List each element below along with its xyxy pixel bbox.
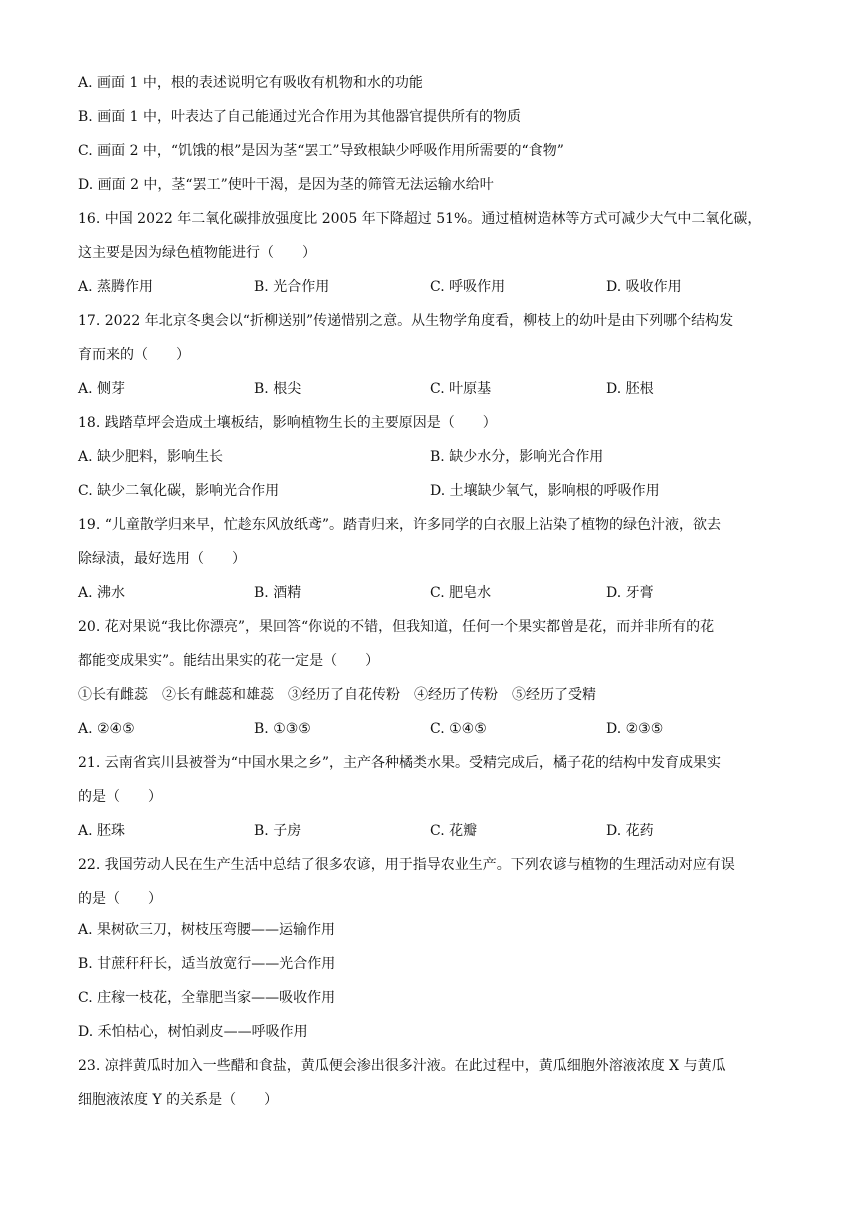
q19-option-b: B. 酒精 bbox=[254, 585, 302, 601]
q20-stem-line1: 20. 花对果说“我比你漂亮”，果回答“你说的不错，但我知道，任何一个果实都曾是花，而并非所有的花 bbox=[78, 619, 715, 635]
q18-option-d: D. 土壤缺少氧气，影响根的呼吸作用 bbox=[430, 483, 660, 499]
q16-stem-line1: 16. 中国 2022 年二氧化碳排放强度比 2005 年下降超过 51%。通过植树造林等方式可减少大气中二氧化碳， bbox=[78, 211, 762, 227]
q17-stem-line1: 17. 2022 年北京冬奥会以“折柳送别”传递惜别之意。从生物学角度看，柳枝上的幼叶是由下列哪个结构发 bbox=[78, 313, 734, 329]
q15-option-d: D. 画面 2 中，茎“罢工”使叶干渴，是因为茎的筛管无法运输水给叶 bbox=[78, 177, 494, 193]
q19-option-a: A. 沸水 bbox=[78, 585, 126, 601]
q21-stem-line2: 的是（ ） bbox=[78, 789, 162, 805]
q20-option-b: B. ①③⑤ bbox=[254, 721, 311, 737]
q17-stem-line2: 育而来的（ ） bbox=[78, 347, 190, 363]
q19-option-c: C. 肥皂水 bbox=[430, 585, 492, 601]
q22-option-a: A. 果树砍三刀，树枝压弯腰——运输作用 bbox=[78, 922, 336, 938]
q19-stem-line2: 除绿渍，最好选用（ ） bbox=[78, 551, 246, 567]
q17-option-c: C. 叶原基 bbox=[430, 381, 492, 397]
q22-stem-line1: 22. 我国劳动人民在生产生活中总结了很多农谚，用于指导农业生产。下列农谚与植物的生理活动对应有误 bbox=[78, 857, 735, 873]
q20-option-d: D. ②③⑤ bbox=[606, 721, 664, 737]
q19-stem-line1: 19. “儿童散学归来早，忙趁东风放纸鸢”。踏青归来，许多同学的白衣服上沾染了植物的绿色汁液，欲去 bbox=[78, 517, 722, 533]
q20-option-a: A. ②④⑤ bbox=[78, 721, 135, 737]
q22-option-d: D. 禾怕枯心，树怕剥皮——呼吸作用 bbox=[78, 1024, 308, 1040]
q20-stem-line2: 都能变成果实”。能结出果实的花一定是（ ） bbox=[78, 653, 380, 669]
q18-option-c: C. 缺少二氧化碳，影响光合作用 bbox=[78, 483, 280, 499]
q18-option-b: B. 缺少水分，影响光合作用 bbox=[430, 449, 604, 465]
q22-option-c: C. 庄稼一枝花，全靠肥当家——吸收作用 bbox=[78, 990, 336, 1006]
q15-option-b: B. 画面 1 中，叶表达了自己能通过光合作用为其他器官提供所有的物质 bbox=[78, 109, 521, 125]
q19-option-d: D. 牙膏 bbox=[606, 585, 654, 601]
q23-stem-line1: 23. 凉拌黄瓜时加入一些醋和食盐，黄瓜便会渗出很多汁液。在此过程中，黄瓜细胞外溶液浓度 X 与黄瓜 bbox=[78, 1058, 726, 1074]
q16-option-c: C. 呼吸作用 bbox=[430, 279, 506, 295]
q15-option-c: C. 画面 2 中，“饥饿的根”是因为茎“罢工”导致根缺少呼吸作用所需要的“食物” bbox=[78, 143, 564, 159]
q20-option-c: C. ①④⑤ bbox=[430, 721, 487, 737]
q16-option-d: D. 吸收作用 bbox=[606, 279, 682, 295]
q16-stem-line2: 这主要是因为绿色植物能进行（ ） bbox=[78, 245, 316, 261]
q21-option-d: D. 花药 bbox=[606, 823, 654, 839]
q18-option-a: A. 缺少肥料，影响生长 bbox=[78, 449, 224, 465]
q15-option-a: A. 画面 1 中，根的表述说明它有吸收有机物和水的功能 bbox=[78, 75, 423, 91]
q23-stem-line2: 细胞液浓度 Y 的关系是（ ） bbox=[78, 1092, 279, 1108]
q21-option-c: C. 花瓣 bbox=[430, 823, 478, 839]
q17-option-a: A. 侧芽 bbox=[78, 381, 126, 397]
q22-option-b: B. 甘蔗秆秆长，适当放宽行——光合作用 bbox=[78, 956, 336, 972]
q21-stem-line1: 21. 云南省宾川县被誉为“中国水果之乡”，主产各种橘类水果。受精完成后，橘子花的结构中发育成果实 bbox=[78, 755, 722, 771]
q22-stem-line2: 的是（ ） bbox=[78, 891, 162, 907]
q18-stem-line1: 18. 践踏草坪会造成土壤板结，影响植物生长的主要原因是（ ） bbox=[78, 415, 497, 431]
q21-option-b: B. 子房 bbox=[254, 823, 302, 839]
q20-numbered-items: ①长有雌蕊 ②长有雌蕊和雄蕊 ③经历了自花传粉 ④经历了传粉 ⑤经历了受精 bbox=[78, 687, 596, 703]
q21-option-a: A. 胚珠 bbox=[78, 823, 126, 839]
q17-option-b: B. 根尖 bbox=[254, 381, 302, 397]
q16-option-b: B. 光合作用 bbox=[254, 279, 330, 295]
q17-option-d: D. 胚根 bbox=[606, 381, 654, 397]
q16-option-a: A. 蒸腾作用 bbox=[78, 279, 154, 295]
